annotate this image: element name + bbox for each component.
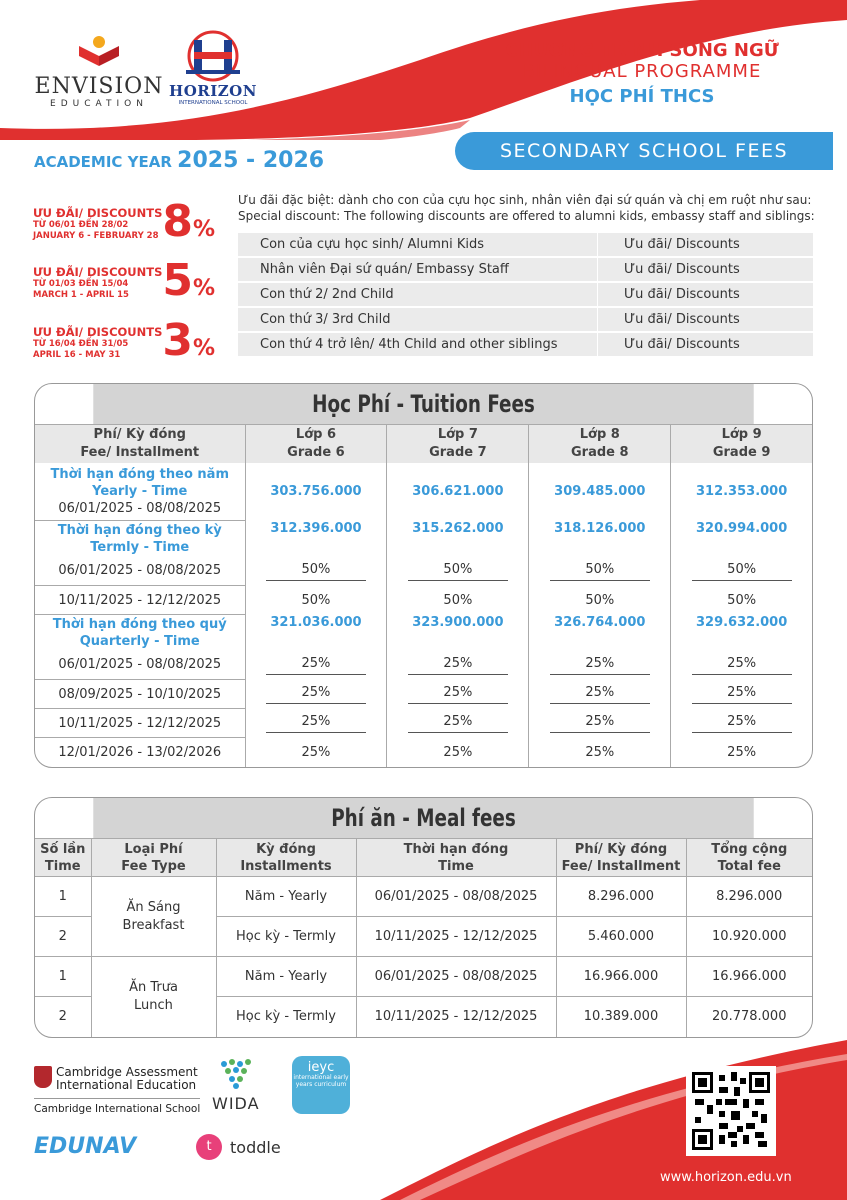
pct-value: 25% xyxy=(692,714,792,733)
pct-value: 50% xyxy=(550,562,650,581)
fee-en-pill: SECONDARY SCHOOL FEES xyxy=(455,132,833,170)
total-cell: 8.296.000 xyxy=(686,877,812,917)
installment-cell: Năm - Yearly xyxy=(216,957,356,997)
discount-range-vn: TỪ 16/04 ĐẾN 31/05 xyxy=(33,339,129,349)
pct-value: 25% xyxy=(408,685,508,704)
fee-amount: 312.396.000 xyxy=(245,521,387,557)
pct-value: 50% xyxy=(692,562,792,581)
discount-type: Nhân viên Đại sứ quán/ Embassy Staff xyxy=(238,258,598,281)
installment-pct xyxy=(387,557,529,586)
header-en: Fee/ Installment xyxy=(561,858,681,874)
header-vn: Lớp 9 xyxy=(721,426,762,442)
plan-name: Thời hạn đóng theo năm xyxy=(50,466,229,482)
installment-pct xyxy=(245,680,387,709)
header-vn: Số lần xyxy=(40,841,86,857)
horizon-mark-icon xyxy=(178,30,248,82)
horizon-logo xyxy=(168,30,258,106)
yearly-label xyxy=(35,463,245,521)
discount-1 xyxy=(33,196,223,247)
installment-pct xyxy=(245,557,387,586)
installment-pct xyxy=(387,709,529,738)
cambridge-line-2: International Education xyxy=(56,1078,197,1092)
tuition-title: Học Phí - Tuition Fees xyxy=(93,384,753,424)
installment-pct xyxy=(245,709,387,738)
fee-cell: 5.460.000 xyxy=(556,917,686,957)
times-cell: 1 xyxy=(35,877,91,917)
installment-pct xyxy=(529,680,671,709)
header-en: Total fee xyxy=(717,858,781,874)
cambridge-shield-icon xyxy=(34,1066,52,1088)
header-en: Fee/ Installment xyxy=(80,444,200,460)
col-header xyxy=(35,425,245,463)
discount-pct-value: 5 xyxy=(162,255,193,306)
special-text-vn: Ưu đãi đặc biệt: dành cho con của cựu học sinh, nhân viên đại sứ quán và chị em ruột như sau: xyxy=(238,193,812,207)
fee-type-vn: Ăn Trưa xyxy=(129,979,178,995)
installment-pct xyxy=(671,557,812,586)
wida-logo xyxy=(212,1058,260,1113)
pct-value: 25% xyxy=(550,685,650,704)
fee-type-vn: Ăn Sáng xyxy=(126,899,181,915)
horizon-sub: INTERNATIONAL SCHOOL xyxy=(178,100,248,106)
academic-year-value: 2025 - 2026 xyxy=(177,148,325,173)
discount-value: Ưu đãi/ Discounts xyxy=(624,312,740,327)
fee-amount: 306.621.000 xyxy=(387,463,529,521)
header-vn: Phí/ Kỳ đóng xyxy=(574,841,668,857)
envision-mark-icon xyxy=(74,34,124,66)
table-row xyxy=(35,521,812,557)
discount-type: Con của cựu học sinh/ Alumni Kids xyxy=(238,233,598,256)
plan-name-en: Quarterly - Time xyxy=(79,633,200,649)
fee-amount: 318.126.000 xyxy=(529,521,671,557)
col-header xyxy=(356,839,556,877)
pct-value: 25% xyxy=(692,656,792,675)
installment-pct xyxy=(529,709,671,738)
percent-sign: % xyxy=(192,217,215,242)
table-row xyxy=(238,308,813,333)
title-vn: CHƯƠNG TRÌNH SONG NGỮ xyxy=(505,40,779,61)
table-row xyxy=(35,680,812,709)
cambridge-line-1: Cambridge Assessment xyxy=(56,1065,198,1079)
fee-amount: 321.036.000 xyxy=(245,615,387,651)
horizon-name: HORIZON xyxy=(169,82,257,100)
header-en: Grade 8 xyxy=(571,444,629,460)
percent-sign: % xyxy=(192,336,215,361)
percent-sign: % xyxy=(192,276,215,301)
col-header xyxy=(671,425,812,463)
special-text-en: Special discount: The following discounts are offered to alumni kids, embassy staff and siblings: xyxy=(238,209,815,223)
quarterly-label xyxy=(35,615,245,651)
installment-date: 06/01/2025 - 08/08/2025 xyxy=(35,557,245,586)
academic-year xyxy=(34,148,324,173)
header-en: Installments xyxy=(240,858,332,874)
fee-amount: 312.353.000 xyxy=(695,484,788,499)
envision-logo xyxy=(34,34,164,109)
pct-value: 25% xyxy=(266,714,366,733)
table-row xyxy=(35,586,812,615)
fee-amount: 315.262.000 xyxy=(387,521,529,557)
table-row xyxy=(238,283,813,308)
time-cell: 06/01/2025 - 08/08/2025 xyxy=(356,957,556,997)
time-cell: 10/11/2025 - 12/12/2025 xyxy=(356,997,556,1037)
installment-cell: Học kỳ - Termly xyxy=(216,917,356,957)
qr-code[interactable] xyxy=(686,1066,776,1156)
discount-pct xyxy=(162,255,215,311)
discount-value: Ưu đãi/ Discounts xyxy=(624,262,740,277)
installment-cell: Học kỳ - Termly xyxy=(216,997,356,1037)
fee-vn: HỌC PHÍ THCS xyxy=(569,86,715,107)
table-header-row xyxy=(35,425,812,463)
header-vn: Kỳ đóng xyxy=(256,841,316,857)
installment-pct xyxy=(387,680,529,709)
header-vn: Lớp 8 xyxy=(579,426,620,442)
header-en: Fee Type xyxy=(121,858,186,874)
header-en: Grade 6 xyxy=(287,444,345,460)
special-discount-table xyxy=(238,233,813,358)
termly-label xyxy=(35,521,245,557)
col-header xyxy=(556,839,686,877)
installment-pct xyxy=(245,651,387,680)
meal-table xyxy=(35,838,812,1037)
time-cell: 10/11/2025 - 12/12/2025 xyxy=(356,917,556,957)
col-header xyxy=(529,425,671,463)
title-en: BILINGUAL PROGRAMME xyxy=(522,61,762,82)
special-discount-text xyxy=(238,192,818,224)
fee-amount: 329.632.000 xyxy=(695,614,788,630)
installment-pct: 25% xyxy=(529,738,671,767)
header-vn: Tổng cộng xyxy=(711,841,788,857)
col-header xyxy=(91,839,216,877)
header-en: Time xyxy=(44,858,81,874)
table-row xyxy=(35,463,812,521)
time-cell: 06/01/2025 - 08/08/2025 xyxy=(356,877,556,917)
wida-name: WIDA xyxy=(212,1094,260,1113)
toddle-mark-icon: t xyxy=(196,1134,222,1160)
table-row xyxy=(35,709,812,738)
discount-value: Ưu đãi/ Discounts xyxy=(624,337,740,352)
installment-pct xyxy=(671,709,812,738)
wida-mark-icon xyxy=(216,1058,256,1090)
fee-amount: 303.756.000 xyxy=(245,463,387,521)
table-row xyxy=(35,957,812,997)
fee-amount: 309.485.000 xyxy=(529,463,671,521)
header-vn: Phí/ Kỳ đóng xyxy=(93,426,186,442)
plan-name: Thời hạn đóng theo kỳ xyxy=(57,522,222,538)
times-cell: 2 xyxy=(35,997,91,1037)
pct-value: 25% xyxy=(550,656,650,675)
table-row xyxy=(35,557,812,586)
edunav-logo: EDUNAV xyxy=(34,1134,137,1159)
total-cell: 20.778.000 xyxy=(686,997,812,1037)
installment-pct xyxy=(529,651,671,680)
website-link[interactable]: www.horizon.edu.vn xyxy=(660,1170,792,1185)
total-cell: 16.966.000 xyxy=(686,957,812,997)
pct-value: 50% xyxy=(408,562,508,581)
discount-range-en: JANUARY 6 - FEBRUARY 28 xyxy=(33,231,159,241)
installment-pct xyxy=(671,680,812,709)
tuition-card xyxy=(34,383,813,768)
times-cell: 1 xyxy=(35,957,91,997)
header-en: Grade 9 xyxy=(712,444,771,460)
plan-name: Thời hạn đóng theo quý xyxy=(52,616,227,632)
header-vn: Lớp 6 xyxy=(295,426,336,442)
table-row xyxy=(238,258,813,283)
discount-pct xyxy=(162,196,215,252)
envision-sub: EDUCATION xyxy=(50,99,148,109)
header-vn: Thời hạn đóng xyxy=(403,841,509,857)
col-header xyxy=(35,839,91,877)
times-cell: 2 xyxy=(35,917,91,957)
toddle-name: toddle xyxy=(230,1137,281,1157)
discount-type: Con thứ 3/ 3rd Child xyxy=(238,308,598,331)
cambridge-logo xyxy=(34,1066,200,1115)
pct-value: 25% xyxy=(266,656,366,675)
col-header xyxy=(387,425,529,463)
installment-pct xyxy=(387,651,529,680)
programme-titles xyxy=(477,40,807,107)
installment-pct: 50% xyxy=(245,586,387,615)
tuition-table xyxy=(35,424,812,767)
col-header xyxy=(245,425,387,463)
header-en: Time xyxy=(438,858,474,874)
qr-code-icon xyxy=(692,1072,770,1150)
discount-range-en: MARCH 1 - APRIL 15 xyxy=(33,290,129,300)
installment-pct: 50% xyxy=(387,586,529,615)
meal-card xyxy=(34,797,813,1038)
installment-pct: 25% xyxy=(245,738,387,767)
toddle-logo xyxy=(196,1134,281,1160)
discount-2 xyxy=(33,255,223,306)
meal-title: Phí ăn - Meal fees xyxy=(93,798,753,838)
discount-label: ƯU ĐÃI/ DISCOUNTS xyxy=(33,325,163,339)
installment-pct: 50% xyxy=(529,586,671,615)
pct-value: 25% xyxy=(550,714,650,733)
fee-type-en: Lunch xyxy=(134,997,173,1013)
fee-type-cell xyxy=(91,877,216,957)
discount-range-vn: TỪ 01/03 ĐẾN 15/04 xyxy=(33,279,129,289)
header-en: Grade 7 xyxy=(429,444,487,460)
installment-pct xyxy=(671,651,812,680)
cambridge-line-3: Cambridge International School xyxy=(34,1098,200,1115)
plan-name-en: Termly - Time xyxy=(90,539,190,555)
pct-value: 25% xyxy=(408,714,508,733)
header-vn: Lớp 7 xyxy=(437,426,478,442)
col-header xyxy=(216,839,356,877)
table-header-row xyxy=(35,839,812,877)
fee-cell: 8.296.000 xyxy=(556,877,686,917)
envision-name: ENVISION xyxy=(34,74,164,99)
installment-date: 10/11/2025 - 12/12/2025 xyxy=(35,709,245,738)
fee-amount: 320.994.000 xyxy=(695,520,788,536)
discount-value: Ưu đãi/ Discounts xyxy=(624,237,740,252)
discount-range-vn: TỪ 06/01 ĐẾN 28/02 xyxy=(33,220,129,230)
col-header xyxy=(686,839,812,877)
fee-type-en: Breakfast xyxy=(122,917,185,933)
fee-cell: 16.966.000 xyxy=(556,957,686,997)
table-row xyxy=(238,333,813,358)
ieyc-sub: international early years curriculum xyxy=(293,1074,349,1088)
pct-value: 25% xyxy=(408,656,508,675)
table-row xyxy=(35,651,812,680)
table-row xyxy=(35,615,812,651)
discount-value: Ưu đãi/ Discounts xyxy=(624,287,740,302)
installment-date: 06/01/2025 - 08/08/2025 xyxy=(35,651,245,680)
discount-range-en: APRIL 16 - MAY 31 xyxy=(33,350,121,360)
fee-amount: 323.900.000 xyxy=(387,615,529,651)
total-cell: 10.920.000 xyxy=(686,917,812,957)
pct-value: 50% xyxy=(266,562,366,581)
installment-pct: 25% xyxy=(387,738,529,767)
discount-pct-value: 3 xyxy=(162,315,193,366)
discount-type: Con thứ 4 trở lên/ 4th Child and other siblings xyxy=(238,333,598,356)
fee-amount: 326.764.000 xyxy=(529,615,671,651)
installment-pct xyxy=(529,557,671,586)
installment-date: 10/11/2025 - 12/12/2025 xyxy=(35,586,245,615)
discount-label: ƯU ĐÃI/ DISCOUNTS xyxy=(33,206,163,220)
installment-cell: Năm - Yearly xyxy=(216,877,356,917)
table-row xyxy=(35,877,812,917)
ieyc-name: ieyc xyxy=(307,1060,335,1075)
plan-date: 06/01/2025 - 08/08/2025 xyxy=(58,500,222,516)
pct-value: 25% xyxy=(266,685,366,704)
table-row xyxy=(238,233,813,258)
discount-label: ƯU ĐÃI/ DISCOUNTS xyxy=(33,265,163,279)
plan-name-en: Yearly - Time xyxy=(92,483,188,499)
installment-pct: 50% xyxy=(727,592,757,608)
pct-value: 25% xyxy=(692,685,792,704)
table-row xyxy=(35,738,812,767)
installment-pct: 25% xyxy=(727,744,757,760)
academic-label: ACADEMIC YEAR xyxy=(34,153,172,171)
discount-3 xyxy=(33,315,223,366)
discount-pct xyxy=(162,315,215,371)
discount-type: Con thứ 2/ 2nd Child xyxy=(238,283,598,306)
header-vn: Loại Phí xyxy=(124,841,183,857)
installment-date: 08/09/2025 - 10/10/2025 xyxy=(35,680,245,709)
installment-date: 12/01/2026 - 13/02/2026 xyxy=(35,738,245,767)
fee-cell: 10.389.000 xyxy=(556,997,686,1037)
ieyc-logo xyxy=(292,1056,350,1114)
fee-type-cell xyxy=(91,957,216,1037)
discount-pct-value: 8 xyxy=(162,196,193,247)
